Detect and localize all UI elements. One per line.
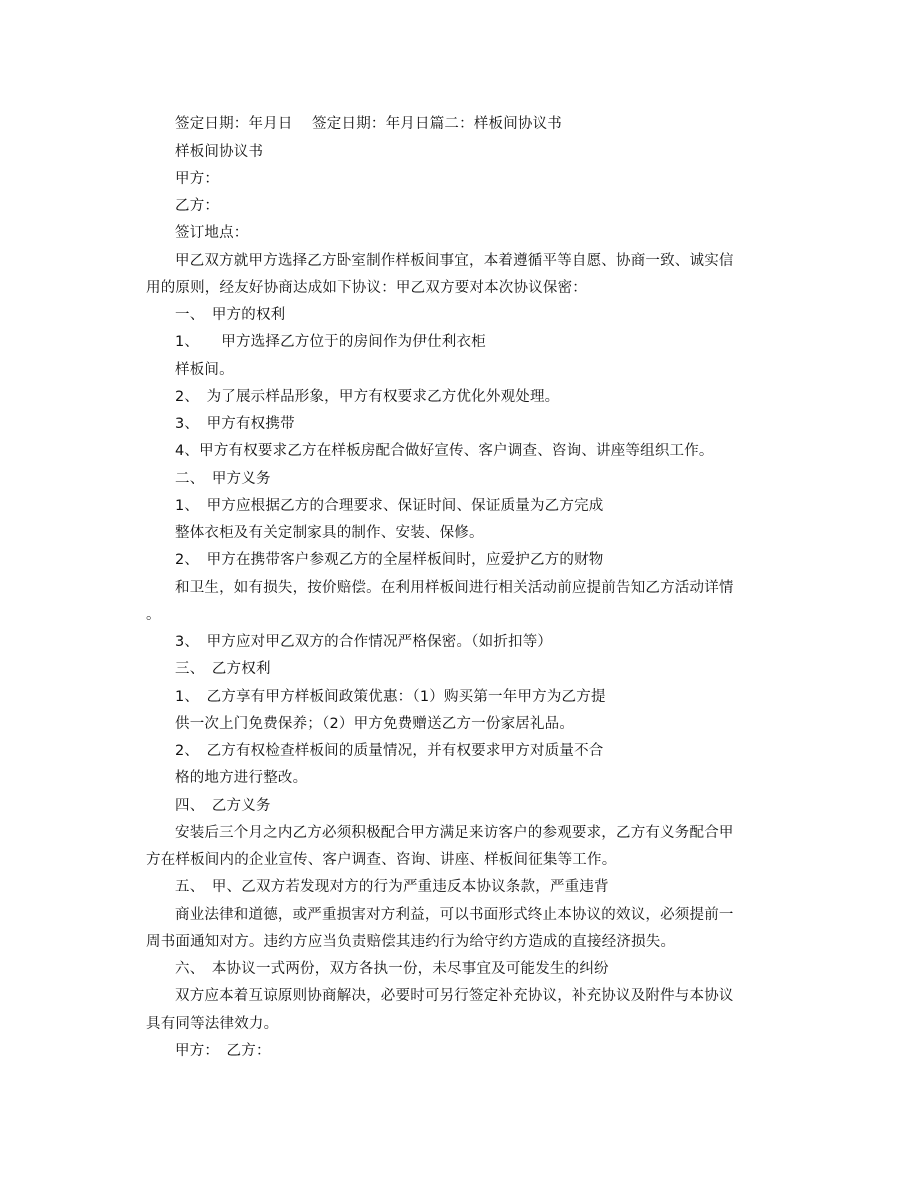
clause-6-line-2: 双方应本着互谅原则协商解决，必要时可另行签定补充协议，补充协议及附件与本协议 — [175, 988, 734, 1004]
intro-paragraph-line-2: 用的原则，经友好协商达成如下协议：甲乙双方要对本次协议保密： — [146, 280, 587, 296]
clause-2-1-line-2: 整体衣柜及有关定制家具的制作、安装、保修。 — [175, 525, 484, 541]
clause-1-3: 3、 甲方有权携带 — [175, 416, 295, 432]
clause-4-line-1: 安装后三个月之内乙方必须积极配合甲方满足来访客户的参观要求，乙方有义务配合甲 — [175, 825, 734, 841]
clause-3-1-line-2: 供一次上门免费保养；（2）甲方免费赠送乙方一份家居礼品。 — [175, 716, 575, 732]
party-b-line: 乙方： — [175, 198, 220, 214]
signature-line: 甲方： 乙方： — [175, 1043, 271, 1059]
signing-place-line: 签订地点： — [175, 225, 249, 241]
clause-5-line-2: 商业法律和道德，或严重损害对方利益，可以书面形式终止本协议的效议，必须提前一 — [175, 907, 734, 923]
clause-2-2-line-1: 2、 甲方在携带客户参观乙方的全屋样板间时，应爱护乙方的财物 — [175, 552, 604, 568]
section-heading-5: 五、 甲、乙双方若发现对方的行为严重违反本协议条款，严重违背 — [175, 879, 609, 895]
clause-2-1-line-1: 1、 甲方应根据乙方的合理要求、保证时间、保证质量为乙方完成 — [175, 498, 604, 514]
clause-3-1-line-1: 1、 乙方享有甲方样板间政策优惠：（1）购买第一年甲方为乙方提 — [175, 689, 606, 705]
intro-paragraph-line-1: 甲乙双方就甲方选择乙方卧室制作样板间事宜，本着遵循平等自愿、协商一致、诚实信 — [175, 253, 734, 269]
section-heading-3: 三、 乙方权利 — [175, 661, 271, 677]
signing-date-line: 签定日期：年月日 签定日期：年月日篇二：样板间协议书 — [175, 116, 563, 132]
document-title: 样板间协议书 — [175, 144, 264, 160]
clause-5-line-3: 周书面通知对方。违约方应当负责赔偿其违约行为给守约方造成的直接经济损失。 — [146, 934, 676, 950]
section-heading-4: 四、 乙方义务 — [175, 798, 271, 814]
clause-3-2-line-1: 2、 乙方有权检查样板间的质量情况，并有权要求甲方对质量不合 — [175, 743, 604, 759]
party-a-line: 甲方： — [175, 171, 220, 187]
clause-1-1-line-2: 样板间。 — [175, 362, 234, 378]
clause-3-2-line-2: 格的地方进行整改。 — [175, 770, 308, 786]
clause-2-3: 3、 甲方应对甲乙双方的合作情况严格保密。（如折扣等） — [175, 634, 553, 650]
section-heading-1: 一、 甲方的权利 — [175, 307, 286, 323]
clause-1-4: 4、甲方有权要求乙方在样板房配合做好宣传、客户调查、咨询、讲座等组织工作。 — [175, 443, 714, 459]
clause-6-line-3: 具有同等法律效力。 — [146, 1016, 279, 1032]
section-heading-6: 六、 本协议一式两份，双方各执一份，未尽事宜及可能发生的纠纷 — [175, 961, 609, 977]
clause-1-1-line-1: 1、 甲方选择乙方位于的房间作为伊仕利衣柜 — [175, 334, 486, 350]
section-heading-2: 二、 甲方义务 — [175, 471, 271, 487]
clause-4-line-2: 方在样板间内的企业宣传、客户调查、咨询、讲座、样板间征集等工作。 — [146, 852, 617, 868]
clause-2-2-line-3: 。 — [146, 607, 161, 623]
clause-2-2-line-2: 和卫生，如有损失，按价赔偿。在利用样板间进行相关活动前应提前告知乙方活动详情 — [175, 580, 734, 596]
clause-1-2: 2、 为了展示样品形象，甲方有权要求乙方优化外观处理。 — [175, 389, 560, 405]
